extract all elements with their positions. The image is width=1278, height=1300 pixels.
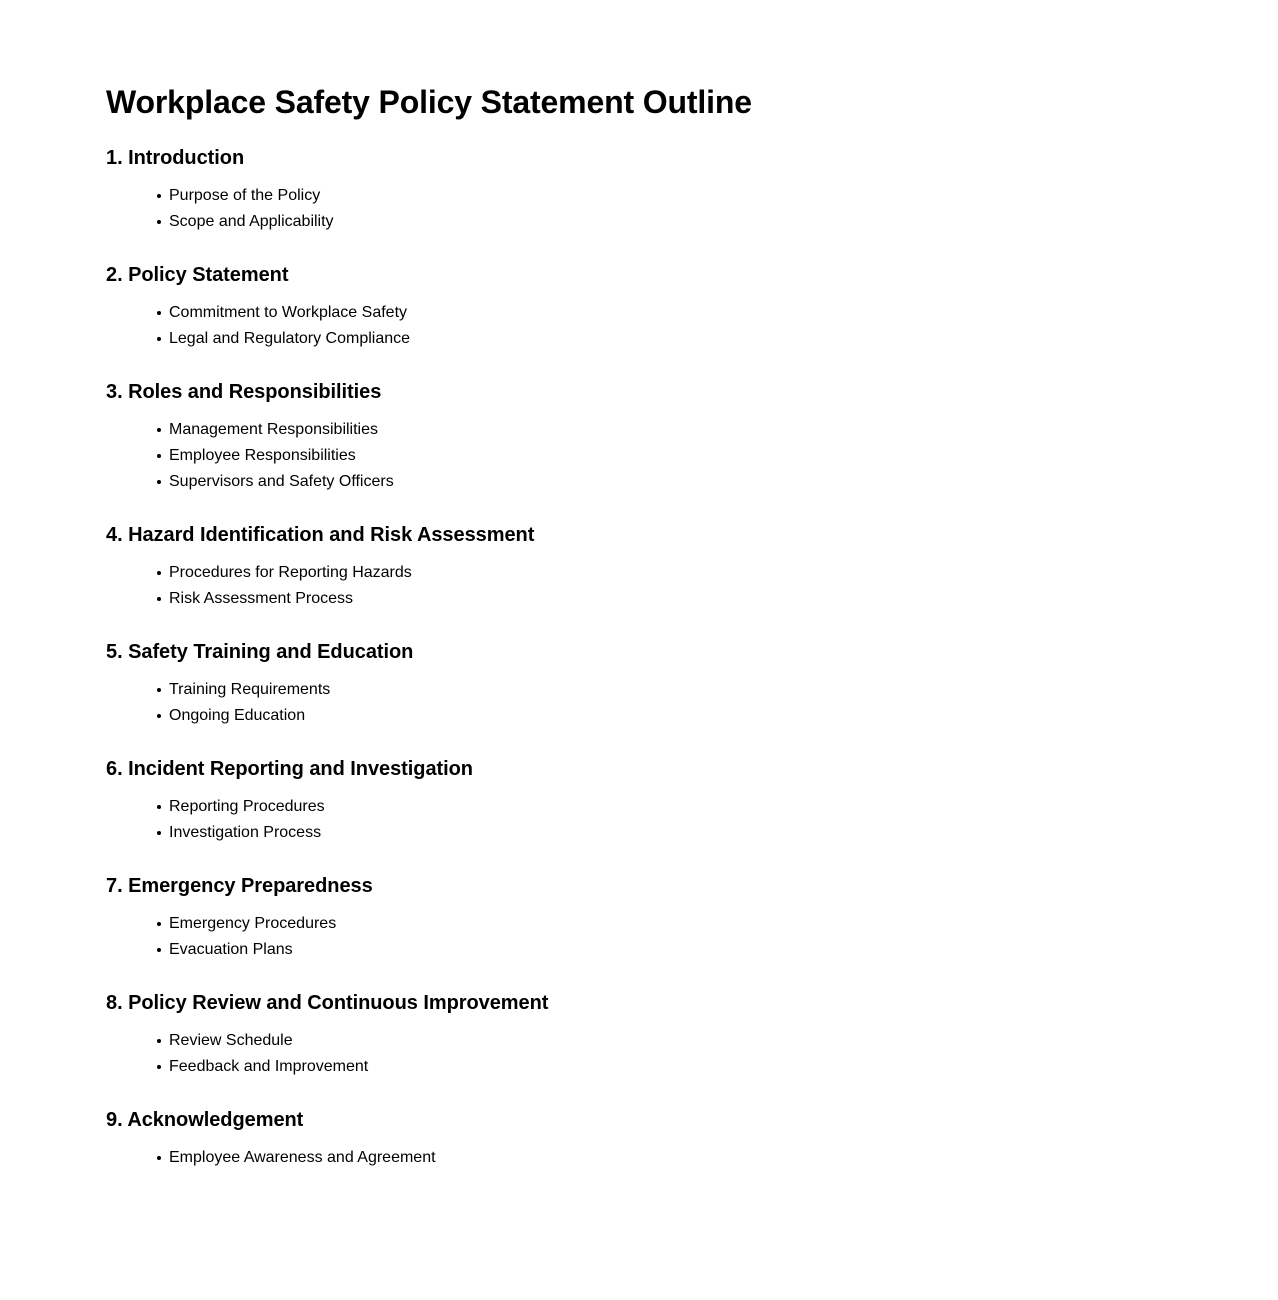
outline-section: [106, 146, 1206, 235]
section-heading: 2. Policy Statement: [106, 264, 289, 286]
section-heading: 1. Introduction: [106, 147, 245, 169]
section-heading: 5. Safety Training and Education: [106, 641, 414, 663]
section-bullet-list: [106, 900, 1206, 963]
section-bullet-list: [106, 406, 1206, 495]
section-heading: 3. Roles and Responsibilities: [106, 381, 382, 403]
section-heading: 4. Hazard Identification and Risk Assessment: [106, 524, 535, 546]
list-item: Scope and Applicability: [106, 209, 1206, 235]
section-spacer: [106, 729, 1206, 757]
list-item: Feedback and Improvement: [106, 1054, 1206, 1080]
section-bullet-list: [106, 172, 1206, 235]
list-item: Supervisors and Safety Officers: [106, 469, 1206, 495]
section-spacer: [106, 495, 1206, 523]
list-item: Employee Responsibilities: [106, 443, 1206, 469]
outline-section: [106, 1108, 1206, 1171]
outline-section: [106, 991, 1206, 1080]
outline-section: [106, 640, 1206, 729]
section-heading: 6. Incident Reporting and Investigation: [106, 758, 473, 780]
section-heading: 7. Emergency Preparedness: [106, 875, 373, 897]
section-heading: 8. Policy Review and Continuous Improvement: [106, 992, 549, 1014]
outline-sections: [106, 146, 1206, 1171]
section-heading: 9. Acknowledgement: [106, 1109, 304, 1131]
section-spacer: [106, 352, 1206, 380]
outline-section: [106, 874, 1206, 963]
section-spacer: [106, 963, 1206, 991]
outline-section: [106, 263, 1206, 352]
section-bullet-list: [106, 289, 1206, 352]
list-item: Commitment to Workplace Safety: [106, 300, 1206, 326]
list-item: Training Requirements: [106, 677, 1206, 703]
list-item: Investigation Process: [106, 820, 1206, 846]
list-item: Risk Assessment Process: [106, 586, 1206, 612]
list-item: Ongoing Education: [106, 703, 1206, 729]
list-item: Reporting Procedures: [106, 794, 1206, 820]
section-bullet-list: [106, 666, 1206, 729]
page-title: Workplace Safety Policy Statement Outline: [106, 84, 752, 120]
list-item: Review Schedule: [106, 1028, 1206, 1054]
list-item: Employee Awareness and Agreement: [106, 1145, 1206, 1171]
section-bullet-list: [106, 1017, 1206, 1080]
list-item: Evacuation Plans: [106, 937, 1206, 963]
list-item: Management Responsibilities: [106, 417, 1206, 443]
outline-section: [106, 380, 1206, 495]
outline-section: [106, 523, 1206, 612]
list-item: Emergency Procedures: [106, 911, 1206, 937]
list-item: Purpose of the Policy: [106, 183, 1206, 209]
section-spacer: [106, 612, 1206, 640]
section-spacer: [106, 846, 1206, 874]
section-bullet-list: [106, 783, 1206, 846]
section-spacer: [106, 1080, 1206, 1108]
outline-section: [106, 757, 1206, 846]
section-bullet-list: [106, 549, 1206, 612]
list-item: Legal and Regulatory Compliance: [106, 326, 1206, 352]
section-bullet-list: [106, 1134, 1206, 1171]
list-item: Procedures for Reporting Hazards: [106, 560, 1206, 586]
section-spacer: [106, 235, 1206, 263]
